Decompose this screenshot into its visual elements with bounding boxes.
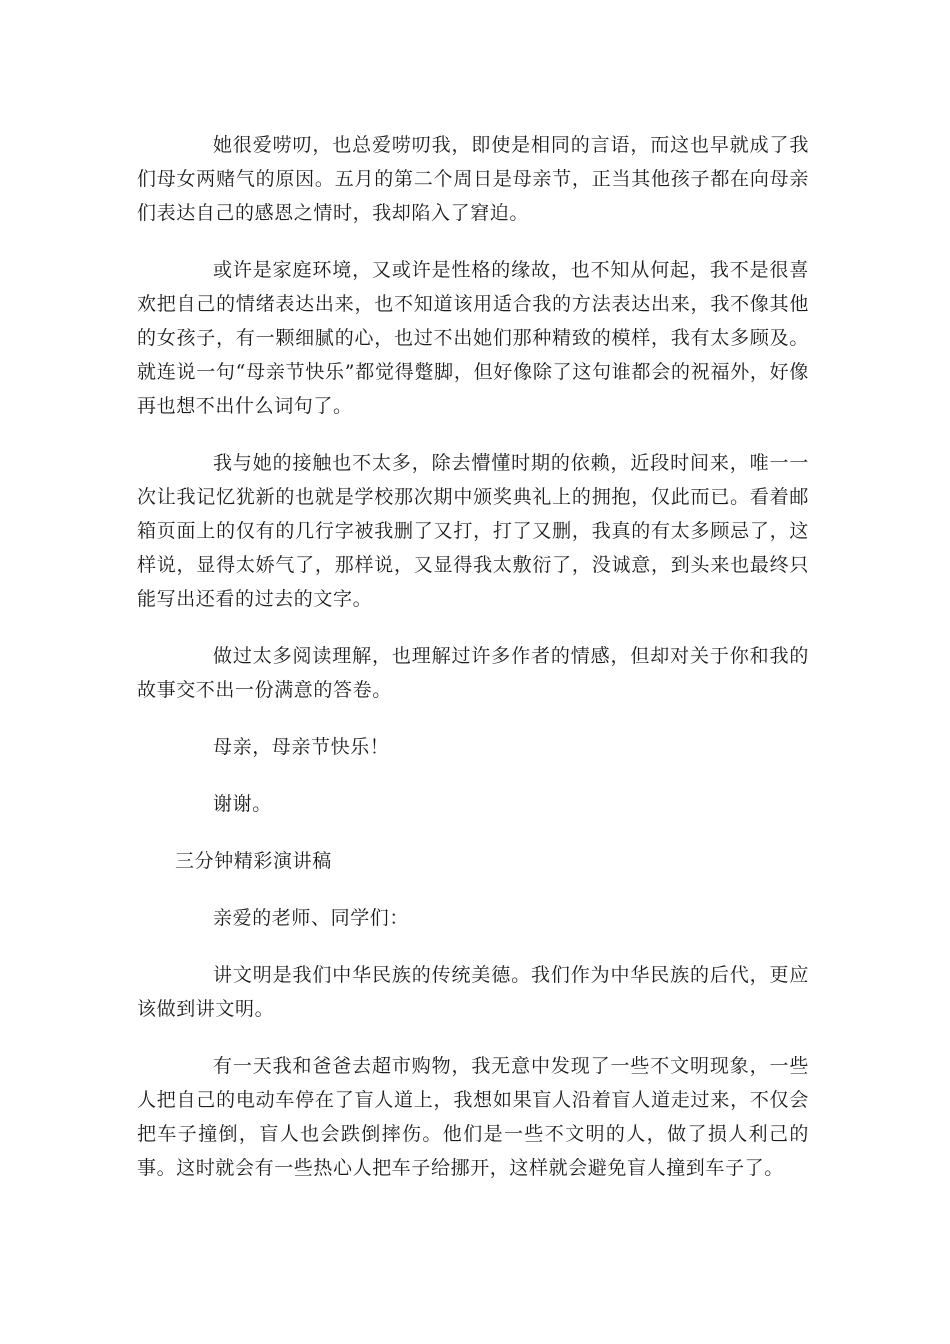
speech-heading: 三分钟精彩演讲稿 <box>175 850 332 872</box>
paragraph: 我与她的接触也不太多，除去懵懂时期的依赖，近段时间来，唯一一次让我记忆犹新的也就是学校那次期中颁奖典礼上的拥抱，仅此而已。看着邮箱页面上的仅有的几行字被我删了又打，打了又删，我真的有太多顾忌了，这样说，显得太娇气了，那样说，又显得我太敷衍了，没诚意，到头来也最终只能写出还看的过去的文字。 <box>137 452 809 610</box>
paragraph: 谢谢。 <box>213 793 272 815</box>
document-body <box>137 128 809 1208</box>
paragraph: 或许是家庭环境，又或许是性格的缘故，也不知从何起，我不是很喜欢把自己的情绪表达出来，也不知道该用适合我的方法表达出来，我不像其他的女孩子，有一颗细腻的心，也过不出她们那种精致的模样，我有太多顾及。就连说一句“母亲节快乐”都觉得蹩脚，但好像除了这句谁都会的祝福外，好像再也想不出什么词句了。 <box>137 259 809 417</box>
paragraph: 她很爱唠叨，也总爱唠叨我，即使是相同的言语，而这也早就成了我们母女两赌气的原因。五月的第二个周日是母亲节，正当其他孩子都在向母亲们表达自己的感恩之情时，我却陷入了窘迫。 <box>137 134 809 224</box>
paragraph: 做过太多阅读理解，也理解过许多作者的情感，但却对关于你和我的故事交不出一份满意的答卷。 <box>137 645 809 701</box>
paragraph: 母亲，母亲节快乐！ <box>213 736 390 758</box>
salutation: 亲爱的老师、同学们： <box>213 907 410 929</box>
paragraph: 讲文明是我们中华民族的传统美德。我们作为中华民族的后代，更应该做到讲文明。 <box>137 964 809 1020</box>
paragraph: 有一天我和爸爸去超市购物，我无意中发现了一些不文明现象，一些人把自己的电动车停在了盲人道上，我想如果盲人沿着盲人道走过来，不仅会把车子撞倒，盲人也会跌倒摔伤。他们是一些不文明的人，做了损人利己的事。这时就会有一些热心人把车子给挪开，这样就会避免盲人撞到车子了。 <box>137 1055 809 1179</box>
